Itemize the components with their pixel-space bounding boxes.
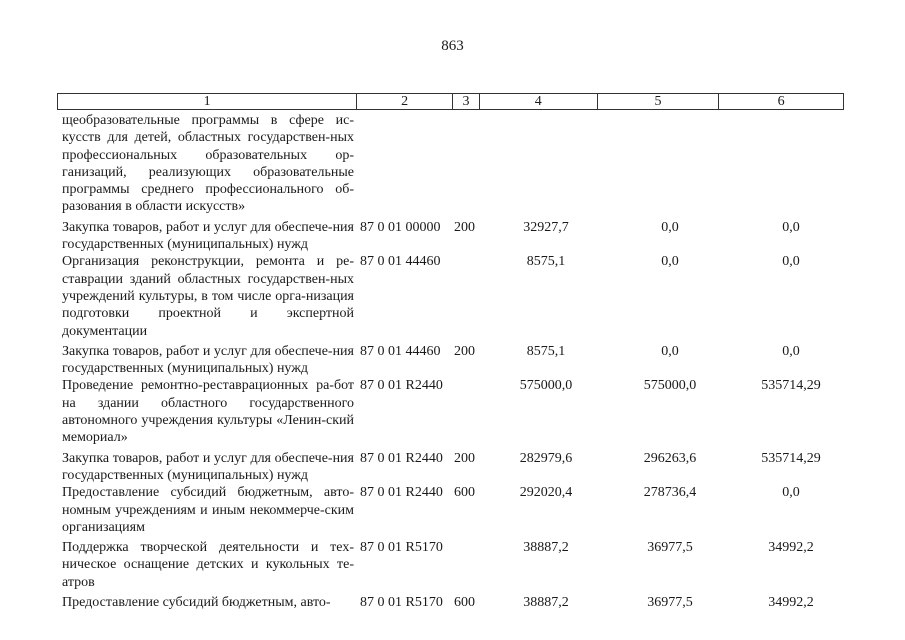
row-value-col4: 292020,4 [519, 485, 573, 501]
row-value-col4: 8575,1 [526, 343, 566, 359]
row-description: Организация реконструкции, ремонта и ре-ставрации зданий областных государствен-ных учреждений культуры, в том числе орга-низация подготовки проектной и экспертной документации [62, 254, 354, 339]
row-value-col5: 0,0 [661, 219, 679, 235]
row-type: 600 [454, 485, 475, 501]
row-value-col5: 36977,5 [647, 540, 693, 556]
row-value-col5: 575000,0 [643, 378, 697, 394]
table-row [62, 484, 852, 536]
row-value-col6: 535714,29 [761, 378, 821, 394]
row-type: 600 [454, 595, 475, 611]
row-value-col5: 0,0 [661, 254, 679, 270]
column-header-1: 1 [58, 94, 357, 109]
row-description: Предоставление субсидий бюджетным, авто-номным учреждениям и иным некоммерче-ским организациям [62, 485, 354, 535]
table-row [62, 343, 852, 378]
table-body [62, 112, 852, 611]
row-value-col6: 34992,2 [768, 595, 814, 611]
row-value-col4: 38887,2 [523, 595, 569, 611]
row-value-col6: 535714,29 [761, 450, 821, 466]
row-value-col6: 34992,2 [768, 540, 814, 556]
row-description: Закупка товаров, работ и услуг для обеспече-ния государственных (муниципальных) нужд [62, 219, 354, 253]
table-header [57, 93, 844, 110]
row-code: 87 0 01 44460 [360, 343, 441, 359]
row-value-col6: 0,0 [782, 485, 800, 501]
row-description: Закупка товаров, работ и услуг для обеспече-ния государственных (муниципальных) нужд [62, 343, 354, 377]
row-code: 87 0 01 00000 [360, 219, 441, 235]
row-type: 200 [454, 450, 475, 466]
row-code: 87 0 01 44460 [360, 254, 441, 270]
table-row [62, 253, 852, 339]
row-description: Поддержка творческой деятельности и тех-ническое оснащение детских и кукольных те-атров [62, 540, 354, 590]
page-number: 863 [441, 38, 464, 54]
table-row [62, 112, 852, 216]
row-value-col5: 278736,4 [643, 485, 697, 501]
row-description: щеобразовательные программы в сфере ис-кусств для детей, областных государствен-ных профессиональных образовательных ор-ганизаций, реализующих образовательные программы среднего профессионального об-разования в области искусств» [62, 113, 354, 215]
row-type: 200 [454, 219, 475, 235]
column-header-2: 2 [357, 94, 453, 109]
column-header-5: 5 [598, 94, 720, 109]
column-header-3: 3 [453, 94, 480, 109]
table-row [62, 594, 852, 611]
row-code: 87 0 01 R5170 [360, 540, 443, 556]
row-value-col4: 32927,7 [523, 219, 569, 235]
row-value-col5: 36977,5 [647, 595, 693, 611]
row-type: 200 [454, 343, 475, 359]
table-row [62, 450, 852, 485]
row-value-col5: 296263,6 [643, 450, 697, 466]
table-row [62, 219, 852, 254]
row-value-col4: 8575,1 [526, 254, 566, 270]
row-code: 87 0 01 R2440 [360, 485, 443, 501]
row-value-col6: 0,0 [782, 219, 800, 235]
row-code: 87 0 01 R5170 [360, 595, 443, 611]
row-description: Закупка товаров, работ и услуг для обеспече-ния государственных (муниципальных) нужд [62, 450, 354, 483]
row-code: 87 0 01 R2440 [360, 378, 443, 394]
row-value-col4: 38887,2 [523, 540, 569, 556]
row-value-col5: 0,0 [661, 343, 679, 359]
row-value-col6: 0,0 [782, 343, 800, 359]
row-value-col6: 0,0 [782, 254, 800, 270]
row-description: Проведение ремонтно-реставрационных ра-бот на здании областного государственного автономного учреждения культуры «Ленин-ский мемориал» [62, 378, 354, 446]
table-row [62, 377, 852, 446]
table-row [62, 539, 852, 591]
row-code: 87 0 01 R2440 [360, 450, 443, 466]
row-description: Предоставление субсидий бюджетным, авто- [62, 595, 331, 611]
column-header-6: 6 [777, 94, 785, 109]
row-value-col4: 575000,0 [519, 378, 573, 394]
row-value-col4: 282979,6 [519, 450, 573, 466]
column-header-4: 4 [480, 94, 598, 109]
